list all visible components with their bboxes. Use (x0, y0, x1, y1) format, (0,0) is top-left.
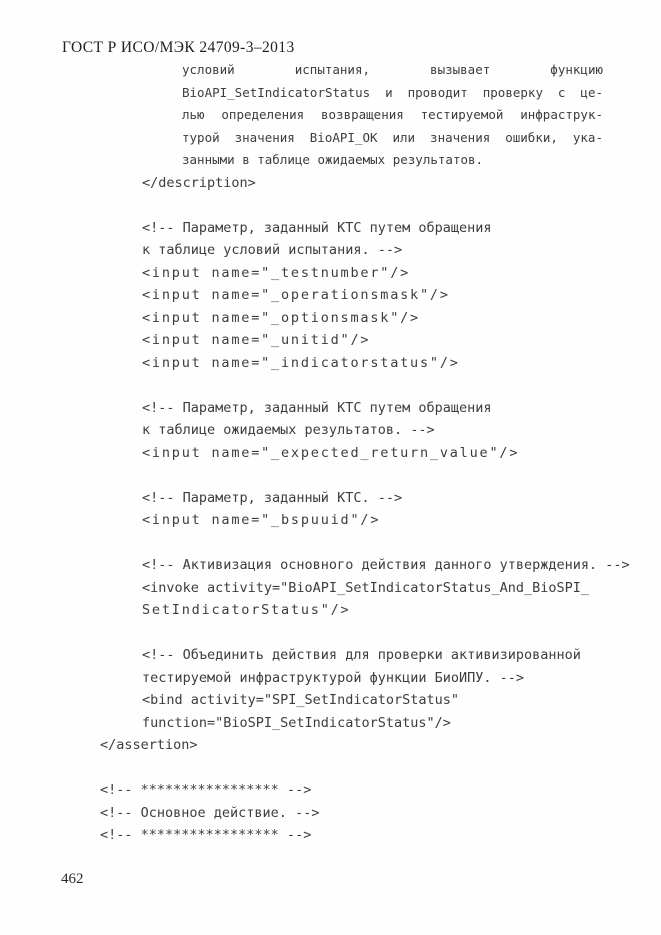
code-line: <!-- ***************** --> (100, 782, 312, 798)
code-line: <!-- ***************** --> (100, 827, 312, 843)
code-line: <!-- Параметр, заданный КТС путем обращения (142, 219, 492, 236)
code-line: <!-- Объединить действия для проверки активизированной (142, 647, 581, 663)
code-line: <input name="_expected_return_value"/> (142, 444, 520, 461)
blank-line (0, 757, 661, 780)
running-header: ГОСТ Р ИСО/МЭК 24709-3–2013 (62, 39, 295, 56)
code-line: </assertion> (100, 737, 198, 753)
code-line: <input name="_testnumber"/> (142, 264, 411, 281)
code-line: <!-- Активизация основного действия данного утверждения. --> (142, 557, 630, 573)
code-line: <!-- Основное действие. --> (100, 804, 320, 821)
page-number: 462 (61, 871, 84, 887)
code-line: занными в таблице ожидаемых результатов. (182, 152, 484, 167)
code-line: к таблице условий испытания. --> (142, 242, 403, 258)
code-line: <input name="_operationsmask"/> (142, 287, 450, 303)
code-block (0, 59, 661, 847)
blank-line (0, 622, 661, 645)
code-line: SetIndicatorStatus"/> (142, 602, 351, 618)
code-line: условий испытания, вызывает функцию (182, 62, 603, 77)
code-line: <input name="_indicatorstatus"/> (142, 354, 460, 371)
code-line: </description> (142, 174, 256, 191)
blank-line (0, 374, 661, 397)
code-line: <bind activity="SPI_SetIndicatorStatus" (142, 692, 459, 708)
code-line: к таблице ожидаемых результатов. --> (142, 422, 435, 438)
code-line: function="BioSPI_SetIndicatorStatus"/> (142, 714, 451, 731)
code-line: лью определения возвращения тестируемой инфраструк- (182, 107, 603, 122)
code-line: <input name="_bspuuid"/> (142, 512, 381, 528)
code-line: турой значения BioAPI_OK или значения ошибки, ука- (182, 129, 603, 145)
blank-line (0, 532, 661, 555)
code-line: <!-- Параметр, заданный КТС. --> (142, 489, 403, 506)
code-line: BioAPI_SetIndicatorStatus и проводит проверку с це- (182, 84, 603, 100)
code-line: тестируемой инфраструктурой функции БиоИПУ. --> (142, 669, 525, 686)
blank-line (0, 194, 661, 217)
code-line: <input name="_unitid"/> (142, 332, 371, 348)
blank-line (0, 464, 661, 487)
code-line: <invoke activity="BioAPI_SetIndicatorStatus_And_BioSPI_ (142, 579, 590, 596)
code-line: <input name="_optionsmask"/> (142, 309, 420, 326)
code-line: <!-- Параметр, заданный КТС путем обращения (142, 399, 492, 416)
